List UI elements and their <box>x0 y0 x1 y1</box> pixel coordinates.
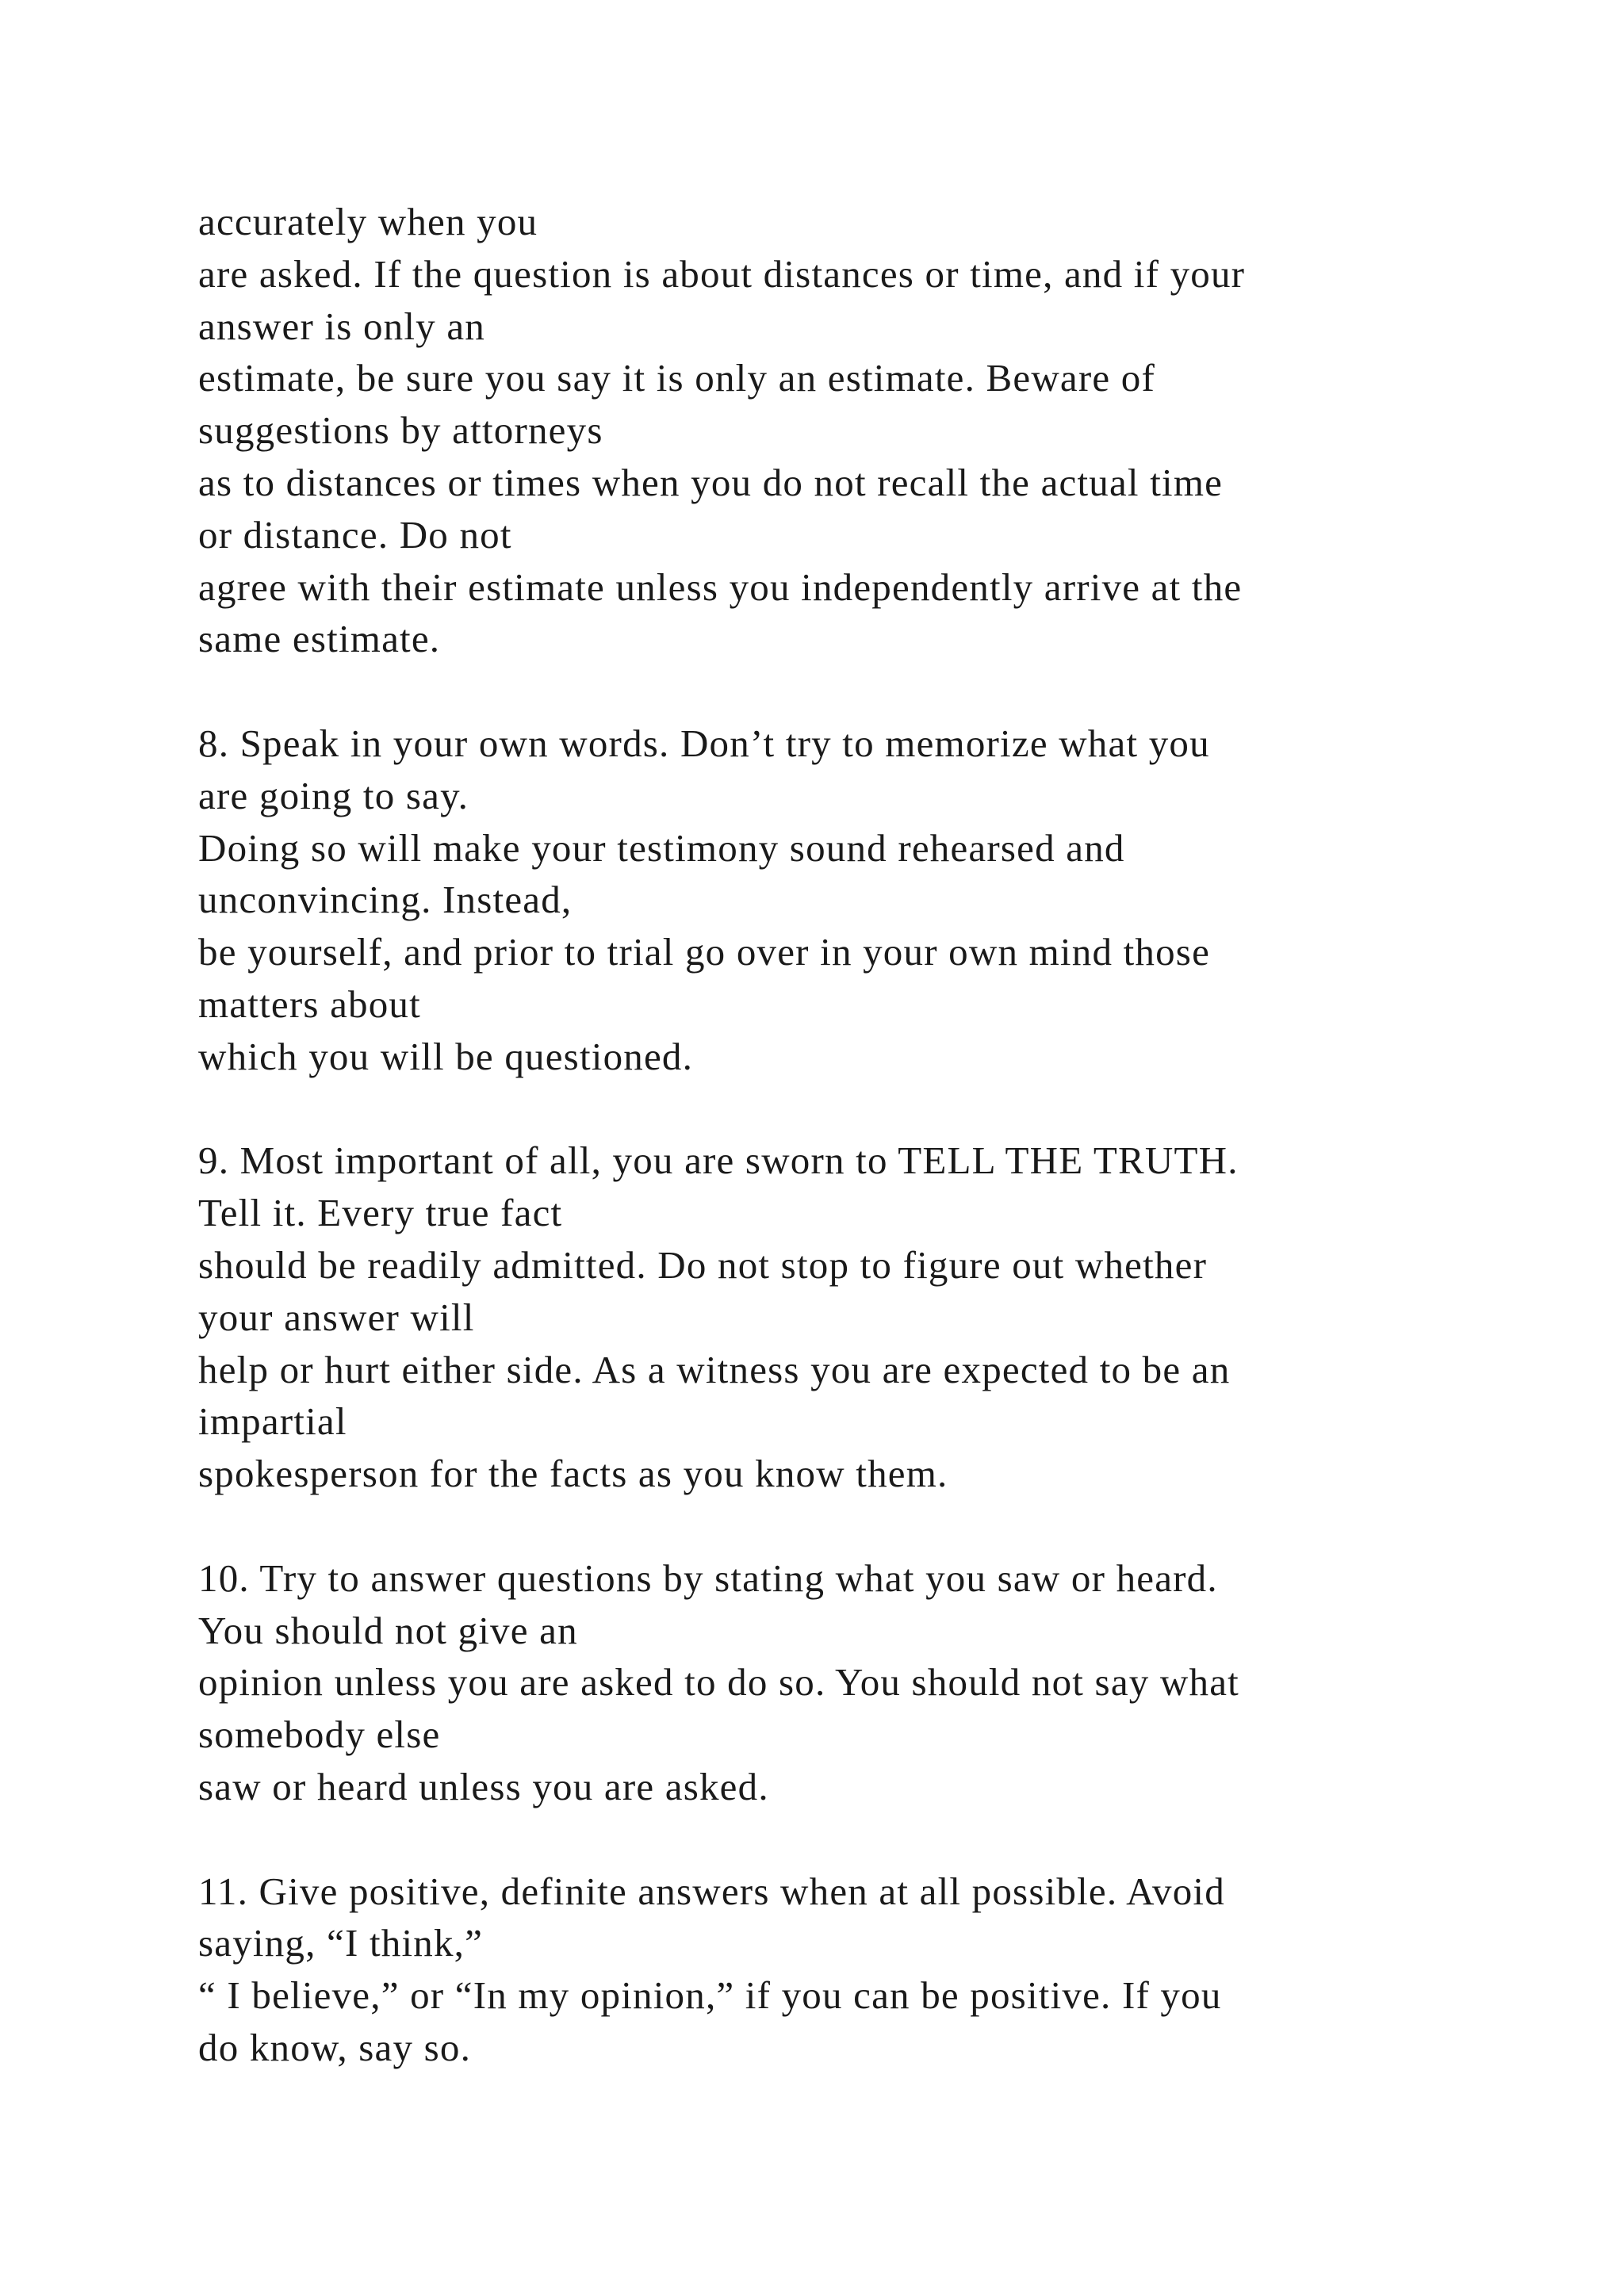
text-line: suggestions by attorneys <box>198 408 603 453</box>
text-line: unconvincing. Instead, <box>198 878 573 922</box>
paragraph-break <box>198 1813 1499 1866</box>
paragraph-break <box>198 665 1499 718</box>
text-line: accurately when you <box>198 200 538 243</box>
text-line: somebody else <box>198 1712 441 1757</box>
text-line: 9. Most important of all, you are sworn to TELL THE TRUTH. <box>198 1138 1239 1183</box>
text-line: should be readily admitted. Do not stop to figure out whether <box>198 1242 1208 1287</box>
paragraph-break <box>198 1083 1499 1135</box>
text-line: help or hurt either side. As a witness you are expected to be an <box>198 1347 1231 1391</box>
text-line: Doing so will make your testimony sound rehearsed and <box>198 825 1125 870</box>
text-line: 10. Try to answer questions by stating what you saw or heard. <box>198 1556 1218 1600</box>
text-line: answer is only an <box>198 304 485 348</box>
document-body <box>198 196 1499 2074</box>
text-line: Tell it. Every true fact <box>198 1191 563 1235</box>
text-line: “ I believe,” or “In my opinion,” if you can be positive. If you <box>198 1973 1222 2018</box>
text-line: 11. Give positive, definite answers when at all possible. Avoid <box>198 1869 1225 1913</box>
text-line: which you will be questioned. <box>198 1034 694 1078</box>
text-line: same estimate. <box>198 617 441 661</box>
text-line: 8. Speak in your own words. Don’t try to memorize what you <box>198 721 1210 765</box>
text-line: spokesperson for the facts as you know them. <box>198 1452 948 1496</box>
text-line: opinion unless you are asked to do so. You should not say what <box>198 1660 1239 1705</box>
text-line: be yourself, and prior to trial go over in your own mind those <box>198 930 1211 974</box>
text-line: do know, say so. <box>198 2025 472 2069</box>
text-line: saying, “I think,” <box>198 1921 484 1965</box>
text-line: are going to say. <box>198 773 469 817</box>
text-line: impartial <box>198 1399 347 1444</box>
text-line: as to distances or times when you do not recall the actual time <box>198 460 1224 504</box>
text-line: You should not give an <box>198 1608 578 1652</box>
text-line: your answer will <box>198 1295 475 1339</box>
text-line: are asked. If the question is about distances or time, and if your <box>198 251 1246 296</box>
paragraph-break <box>198 1500 1499 1552</box>
text-line: or distance. Do not <box>198 512 512 557</box>
text-line: matters about <box>198 982 421 1026</box>
text-line: agree with their estimate unless you independently arrive at the <box>198 564 1243 609</box>
text-line: estimate, be sure you say it is only an estimate. Beware of <box>198 356 1156 400</box>
text-line: saw or heard unless you are asked. <box>198 1764 769 1808</box>
